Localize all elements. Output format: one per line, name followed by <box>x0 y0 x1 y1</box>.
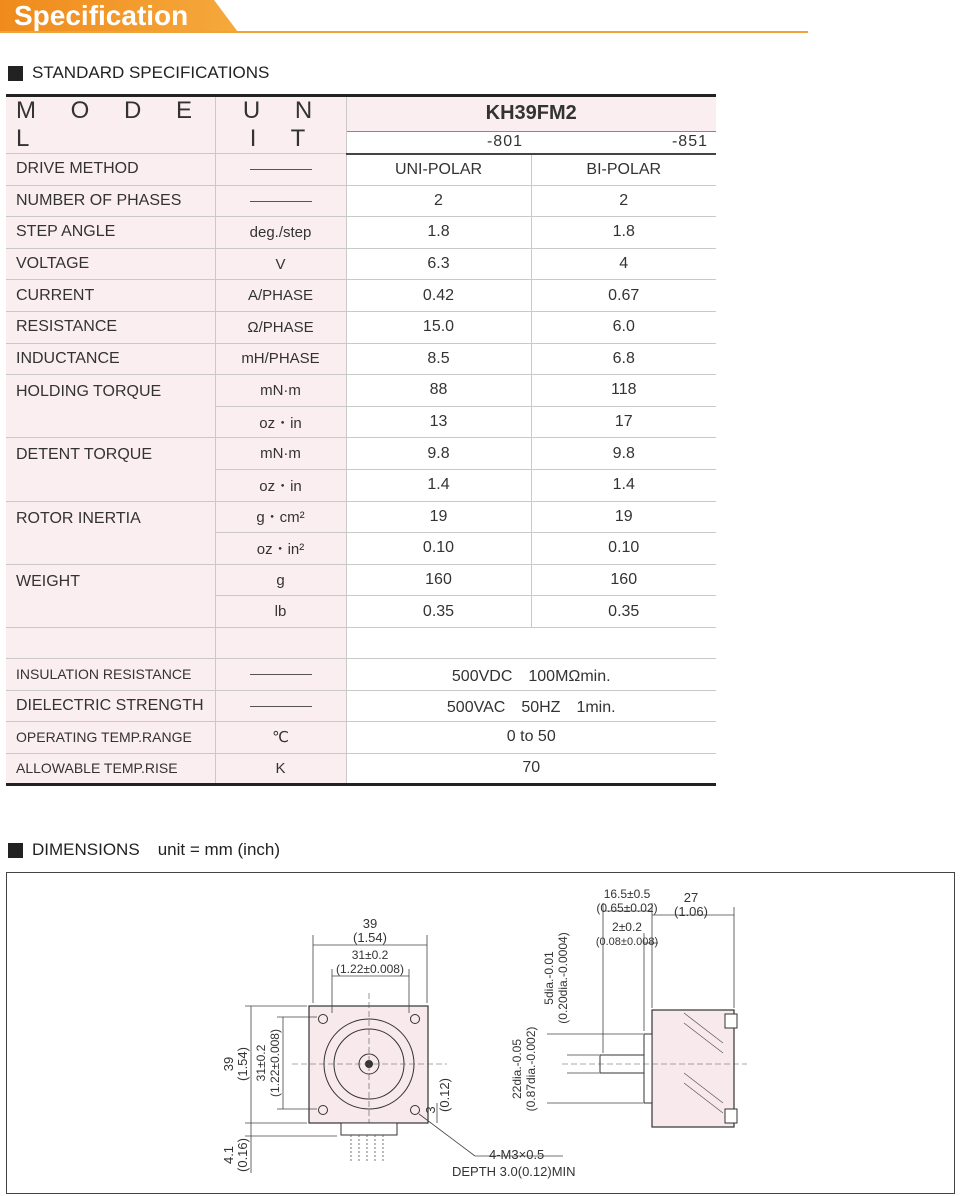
dim-height-31-in: (1.22±0.008) <box>268 1029 282 1097</box>
value-851: 4 <box>531 248 716 280</box>
table-row <box>6 753 716 785</box>
value-801: 160 <box>346 564 531 596</box>
dim-section-heading <box>8 840 280 860</box>
value-801: 6.3 <box>346 248 531 280</box>
table-row <box>6 343 716 375</box>
dim-height-39: 39 <box>221 1056 236 1072</box>
banner-underline <box>0 31 808 33</box>
dim-3-in: (0.12) <box>437 1078 452 1112</box>
row-unit: mN·m <box>215 438 346 470</box>
value-801: 0.35 <box>346 596 531 628</box>
spec-heading-text: STANDARD SPECIFICATIONS <box>32 63 270 82</box>
row-unit <box>215 185 346 217</box>
dim-width-31: 31±0.2 <box>351 948 389 962</box>
value-801: 19 <box>346 501 531 533</box>
row-unit: g・cm² <box>215 501 346 533</box>
row-unit: oz・in <box>215 469 346 501</box>
row-label: INSULATION RESISTANCE <box>6 658 215 690</box>
side-lead-bottom <box>725 1109 737 1123</box>
table-header-row <box>6 96 716 132</box>
dim-16-5: 16.5±0.5 <box>603 887 651 901</box>
side-view-body <box>652 1010 734 1127</box>
row-label: RESISTANCE <box>6 311 215 343</box>
value-851: 17 <box>531 406 716 438</box>
row-unit: A/PHASE <box>215 280 346 312</box>
value-851: 1.8 <box>531 217 716 249</box>
value-801: 13 <box>346 406 531 438</box>
value-851: 6.8 <box>531 343 716 375</box>
dim-shaft-dia-in: (0.20dia.-0.0004) <box>556 932 570 1024</box>
value-851: 0.10 <box>531 533 716 565</box>
table-row <box>6 564 716 596</box>
dim-boss-dia-in: (0.87dia.-0.002) <box>524 1026 538 1112</box>
common-value: 500VAC 50HZ 1min. <box>346 690 716 722</box>
row-unit: oz・in² <box>215 533 346 565</box>
blank-label <box>6 627 215 658</box>
table-row <box>6 501 716 533</box>
side-lead-top <box>725 1014 737 1028</box>
value-851: 9.8 <box>531 438 716 470</box>
lead-pins <box>351 1135 383 1163</box>
dim-height-4-1-in: (0.16) <box>235 1138 250 1172</box>
row-unit <box>215 690 346 722</box>
model-header: M O D E L <box>6 96 215 154</box>
dim-27: 27 <box>683 890 699 905</box>
square-bullet-icon <box>8 843 23 858</box>
table-row <box>6 217 716 249</box>
dim-width-39-in: (1.54) <box>353 930 387 945</box>
value-801: 8.5 <box>346 343 531 375</box>
table-row <box>6 690 716 722</box>
row-unit: deg./step <box>215 217 346 249</box>
dim-height-31: 31±0.2 <box>254 1044 268 1082</box>
value-851: 2 <box>531 185 716 217</box>
row-unit <box>215 658 346 690</box>
dim-shaft-dia: 5dia.-0.01 <box>542 951 556 1005</box>
row-label: ROTOR INERTIA <box>6 501 215 564</box>
page-banner <box>0 0 960 40</box>
blank-value <box>346 627 716 658</box>
dim-3: 3 <box>423 1106 438 1114</box>
value-851: BI-POLAR <box>531 154 716 186</box>
row-unit: V <box>215 248 346 280</box>
row-label: INDUCTANCE <box>6 343 215 375</box>
dim-16-5-in: (0.65±0.02) <box>596 901 658 915</box>
value-801: 9.8 <box>346 438 531 470</box>
dim-width-31-in: (1.22±0.008) <box>336 962 404 976</box>
model-name: KH39FM2 <box>346 96 716 132</box>
dim-2: 2±0.2 <box>612 920 642 934</box>
dim-height-4-1: 4.1 <box>221 1145 236 1165</box>
dim-boss-dia: 22dia.-0.05 <box>510 1038 524 1100</box>
value-801: 1.4 <box>346 469 531 501</box>
spec-section-heading <box>8 63 269 83</box>
row-unit: K <box>215 753 346 785</box>
value-851: 118 <box>531 375 716 407</box>
row-unit: ℃ <box>215 722 346 754</box>
row-unit: lb <box>215 596 346 628</box>
dim-27-in: (1.06) <box>674 904 708 919</box>
suffix-851: -851 <box>531 131 716 153</box>
blank-row <box>6 627 716 658</box>
blank-unit <box>215 627 346 658</box>
table-row <box>6 248 716 280</box>
value-801: 15.0 <box>346 311 531 343</box>
table-row <box>6 722 716 754</box>
dim-unit-note: unit = mm (inch) <box>157 840 281 859</box>
table-row <box>6 438 716 470</box>
table-row <box>6 185 716 217</box>
spec-table <box>6 94 716 786</box>
dim-width-39: 39 <box>362 916 378 931</box>
value-851: 0.35 <box>531 596 716 628</box>
common-value: 500VDC 100MΩmin. <box>346 658 716 690</box>
row-label: DETENT TORQUE <box>6 438 215 501</box>
value-801: 88 <box>346 375 531 407</box>
value-801: UNI-POLAR <box>346 154 531 186</box>
dash-mark <box>250 706 312 707</box>
depth-note: DEPTH 3.0(0.12)MIN <box>452 1164 576 1179</box>
row-label: DIELECTRIC STRENGTH <box>6 690 215 722</box>
row-label: NUMBER OF PHASES <box>6 185 215 217</box>
suffix-801: -801 <box>346 131 531 153</box>
dash-mark <box>250 674 312 675</box>
row-unit: Ω/PHASE <box>215 311 346 343</box>
row-label: HOLDING TORQUE <box>6 375 215 438</box>
common-value: 0 to 50 <box>346 722 716 754</box>
hole-note: 4-M3×0.5 <box>489 1147 545 1162</box>
row-label: CURRENT <box>6 280 215 312</box>
dash-mark <box>250 169 312 170</box>
page-title: Specification <box>14 0 189 31</box>
row-label: WEIGHT <box>6 564 215 627</box>
row-label: DRIVE METHOD <box>6 154 215 186</box>
row-unit <box>215 154 346 186</box>
value-801: 0.42 <box>346 280 531 312</box>
dim-heading-text: DIMENSIONS <box>32 840 140 859</box>
row-label: ALLOWABLE TEMP.RISE <box>6 753 215 785</box>
row-label: OPERATING TEMP.RANGE <box>6 722 215 754</box>
value-851: 0.67 <box>531 280 716 312</box>
dash-mark <box>250 201 312 202</box>
unit-header: U N I T <box>215 96 346 154</box>
row-unit: oz・in <box>215 406 346 438</box>
side-boss <box>644 1034 652 1103</box>
row-label: VOLTAGE <box>6 248 215 280</box>
value-801: 0.10 <box>346 533 531 565</box>
value-801: 2 <box>346 185 531 217</box>
connector <box>341 1123 397 1135</box>
value-851: 1.4 <box>531 469 716 501</box>
common-value: 70 <box>346 753 716 785</box>
square-bullet-icon <box>8 66 23 81</box>
row-unit: g <box>215 564 346 596</box>
value-851: 160 <box>531 564 716 596</box>
dim-height-39-in: (1.54) <box>235 1047 250 1081</box>
value-851: 6.0 <box>531 311 716 343</box>
row-unit: mN·m <box>215 375 346 407</box>
table-row <box>6 311 716 343</box>
dimension-drawing <box>6 872 955 1194</box>
table-row <box>6 658 716 690</box>
value-851: 19 <box>531 501 716 533</box>
table-row <box>6 154 716 186</box>
row-unit: mH/PHASE <box>215 343 346 375</box>
table-row <box>6 280 716 312</box>
table-row <box>6 375 716 407</box>
row-label: STEP ANGLE <box>6 217 215 249</box>
dimension-drawing-svg <box>7 873 954 1193</box>
dim-2-in: (0.08±0.008) <box>595 936 659 948</box>
value-801: 1.8 <box>346 217 531 249</box>
